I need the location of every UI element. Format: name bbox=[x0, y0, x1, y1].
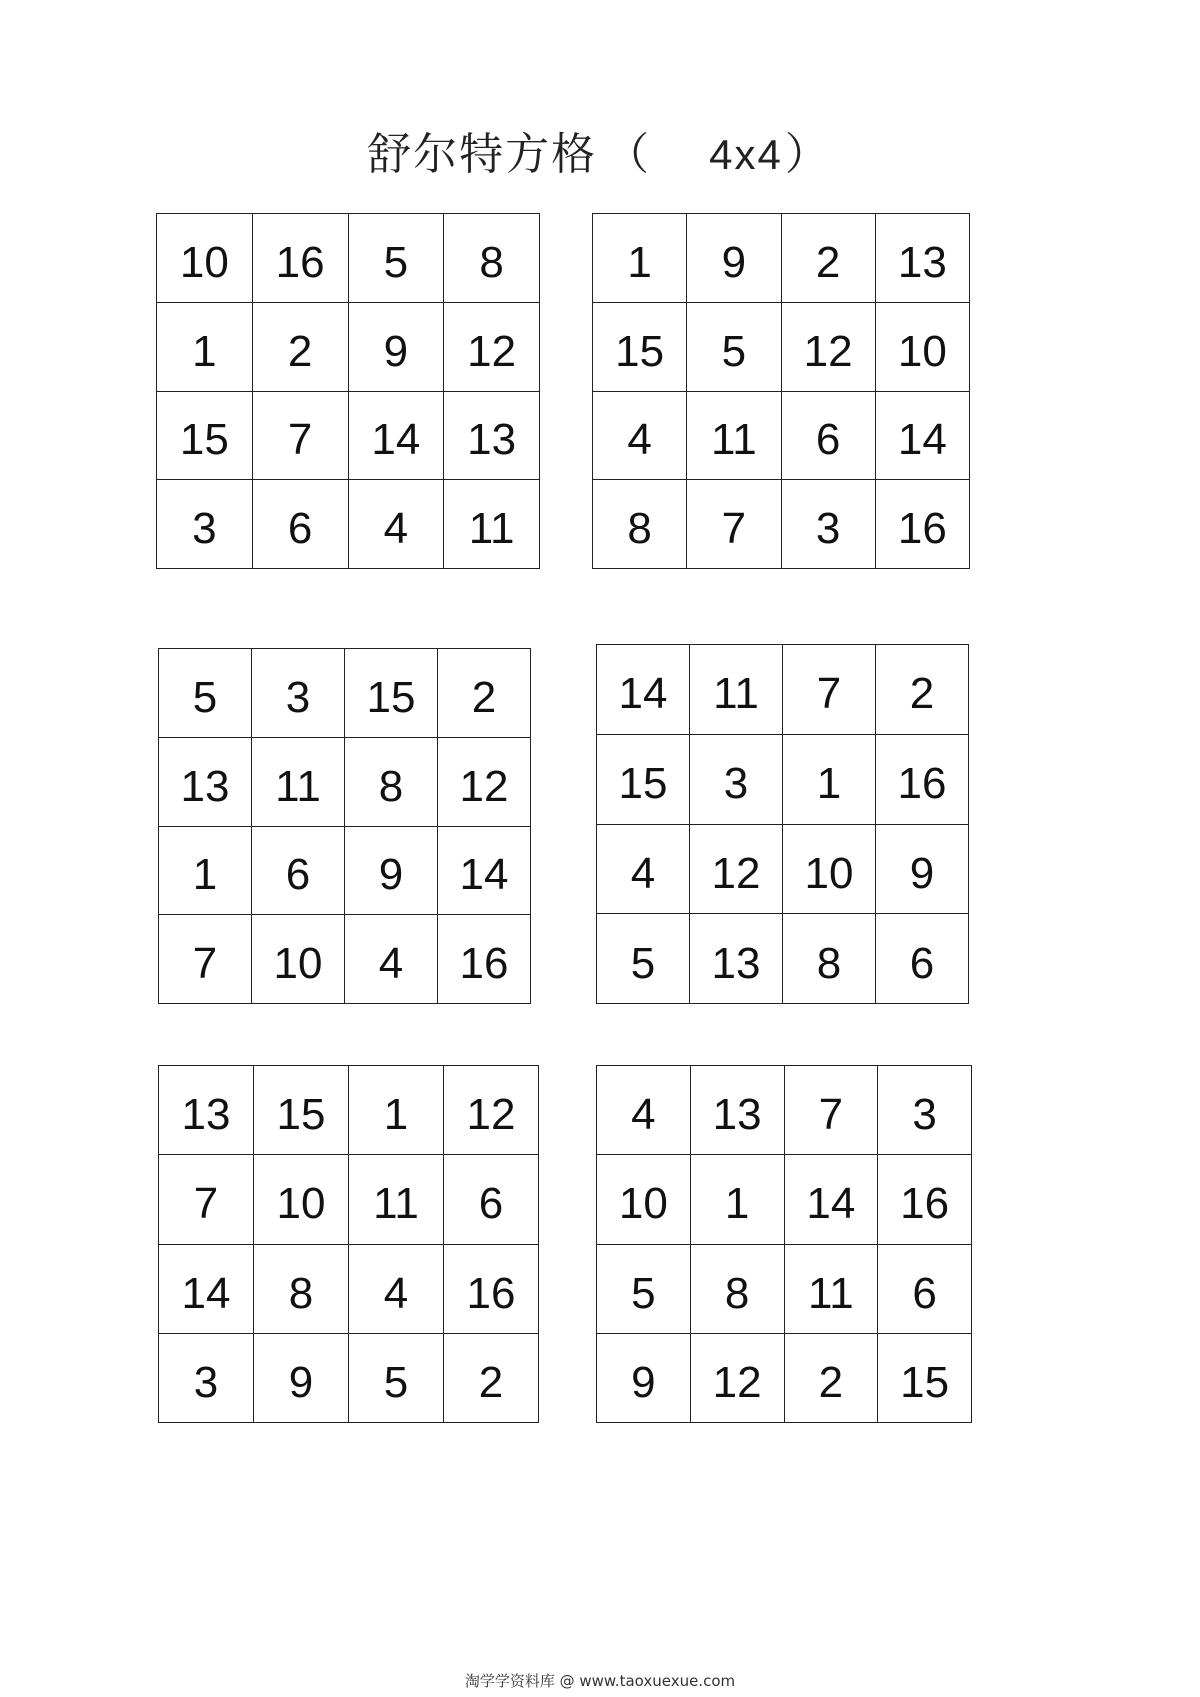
title-close-paren: ） bbox=[784, 129, 831, 180]
grid-cell: 7 bbox=[783, 645, 876, 735]
grid-cell: 16 bbox=[438, 915, 531, 1004]
schulte-grid-6 bbox=[596, 1065, 972, 1423]
grid-cell: 8 bbox=[444, 214, 540, 303]
grid-cell: 7 bbox=[252, 391, 348, 480]
schulte-grid-1 bbox=[156, 213, 540, 569]
grid-cell: 6 bbox=[781, 391, 875, 480]
title-main: 舒尔特方格 bbox=[367, 129, 598, 180]
grid-cell: 4 bbox=[349, 1244, 444, 1333]
grid-cell: 9 bbox=[345, 826, 438, 915]
grid-cell: 15 bbox=[345, 649, 438, 738]
grid-cell: 10 bbox=[597, 1155, 691, 1244]
grid-cell: 9 bbox=[687, 214, 781, 303]
grid-cell: 11 bbox=[252, 737, 345, 826]
grid-cell: 16 bbox=[444, 1244, 539, 1333]
grid-cell: 2 bbox=[876, 645, 969, 735]
schulte-grid-5 bbox=[158, 1065, 539, 1423]
grid-cell: 11 bbox=[784, 1244, 878, 1333]
grid-cell: 5 bbox=[597, 914, 690, 1004]
grid-cell: 4 bbox=[345, 915, 438, 1004]
grid-cell: 8 bbox=[593, 480, 687, 569]
grid-cell: 14 bbox=[875, 391, 969, 480]
grid-cell: 9 bbox=[876, 824, 969, 914]
grid-cell: 5 bbox=[348, 214, 444, 303]
grid-cell: 1 bbox=[157, 302, 253, 391]
grid-cell: 12 bbox=[690, 824, 783, 914]
grid-cell: 16 bbox=[876, 734, 969, 824]
grid-cell: 3 bbox=[252, 649, 345, 738]
grid-cell: 13 bbox=[690, 914, 783, 1004]
grid-cell: 4 bbox=[348, 480, 444, 569]
grid-cell: 2 bbox=[784, 1333, 878, 1422]
grid-cell: 1 bbox=[159, 826, 252, 915]
grid-cell: 13 bbox=[444, 391, 540, 480]
grid-cell: 14 bbox=[438, 826, 531, 915]
grid-cell: 3 bbox=[690, 734, 783, 824]
grid-cell: 5 bbox=[159, 649, 252, 738]
grid-cell: 12 bbox=[444, 1066, 539, 1155]
grid-cell: 8 bbox=[345, 737, 438, 826]
grid-cell: 9 bbox=[348, 302, 444, 391]
title-size: 4x4 bbox=[709, 131, 783, 178]
grid-cell: 5 bbox=[597, 1244, 691, 1333]
grid-cell: 10 bbox=[875, 302, 969, 391]
grid-cell: 12 bbox=[438, 737, 531, 826]
grid-cell: 5 bbox=[687, 302, 781, 391]
grid-cell: 12 bbox=[444, 302, 540, 391]
grid-cell: 11 bbox=[349, 1155, 444, 1244]
grid-cell: 6 bbox=[252, 480, 348, 569]
grid-cell: 15 bbox=[593, 302, 687, 391]
grid-cell: 16 bbox=[878, 1155, 972, 1244]
grid-cell: 3 bbox=[157, 480, 253, 569]
grid-cell: 7 bbox=[159, 1155, 254, 1244]
schulte-grid-2 bbox=[592, 213, 970, 569]
grid-cell: 2 bbox=[444, 1333, 539, 1422]
footer-watermark: 淘学学资料库 @ www.taoxuexue.com bbox=[464, 1672, 736, 1690]
grid-cell: 2 bbox=[252, 302, 348, 391]
grid-cell: 6 bbox=[878, 1244, 972, 1333]
grid-cell: 4 bbox=[597, 1066, 691, 1155]
grid-cell: 7 bbox=[784, 1066, 878, 1155]
grid-cell: 1 bbox=[349, 1066, 444, 1155]
grid-cell: 1 bbox=[593, 214, 687, 303]
grid-cell: 13 bbox=[159, 737, 252, 826]
grid-cell: 15 bbox=[878, 1333, 972, 1422]
grid-cell: 15 bbox=[157, 391, 253, 480]
grid-cell: 5 bbox=[349, 1333, 444, 1422]
grid-cell: 9 bbox=[597, 1333, 691, 1422]
grid-cell: 8 bbox=[783, 914, 876, 1004]
page-title bbox=[0, 118, 1200, 182]
grid-cell: 13 bbox=[690, 1066, 784, 1155]
grid-cell: 3 bbox=[878, 1066, 972, 1155]
grid-cell: 13 bbox=[875, 214, 969, 303]
grid-cell: 3 bbox=[781, 480, 875, 569]
grid-cell: 6 bbox=[252, 826, 345, 915]
grid-cell: 15 bbox=[254, 1066, 349, 1155]
grid-cell: 9 bbox=[254, 1333, 349, 1422]
grid-cell: 2 bbox=[438, 649, 531, 738]
title-open-paren: （ bbox=[605, 129, 652, 180]
grid-cell: 4 bbox=[597, 824, 690, 914]
grid-cell: 4 bbox=[593, 391, 687, 480]
grid-cell: 7 bbox=[159, 915, 252, 1004]
grid-cell: 6 bbox=[876, 914, 969, 1004]
grid-cell: 10 bbox=[157, 214, 253, 303]
grid-cell: 8 bbox=[254, 1244, 349, 1333]
grid-cell: 6 bbox=[444, 1155, 539, 1244]
grid-cell: 16 bbox=[252, 214, 348, 303]
grid-cell: 14 bbox=[784, 1155, 878, 1244]
grid-cell: 1 bbox=[690, 1155, 784, 1244]
grid-cell: 11 bbox=[690, 645, 783, 735]
grid-cell: 14 bbox=[597, 645, 690, 735]
grid-cell: 10 bbox=[252, 915, 345, 1004]
grid-cell: 2 bbox=[781, 214, 875, 303]
grid-cell: 12 bbox=[781, 302, 875, 391]
grid-cell: 14 bbox=[348, 391, 444, 480]
grid-cell: 8 bbox=[690, 1244, 784, 1333]
grid-cell: 1 bbox=[783, 734, 876, 824]
grid-cell: 12 bbox=[690, 1333, 784, 1422]
grid-cell: 7 bbox=[687, 480, 781, 569]
grid-cell: 15 bbox=[597, 734, 690, 824]
schulte-grid-4 bbox=[596, 644, 969, 1004]
grid-cell: 3 bbox=[159, 1333, 254, 1422]
grid-cell: 13 bbox=[159, 1066, 254, 1155]
grid-cell: 11 bbox=[444, 480, 540, 569]
grid-cell: 10 bbox=[783, 824, 876, 914]
grid-cell: 11 bbox=[687, 391, 781, 480]
schulte-grid-3 bbox=[158, 648, 531, 1004]
grid-cell: 10 bbox=[254, 1155, 349, 1244]
grid-cell: 14 bbox=[159, 1244, 254, 1333]
grid-cell: 16 bbox=[875, 480, 969, 569]
